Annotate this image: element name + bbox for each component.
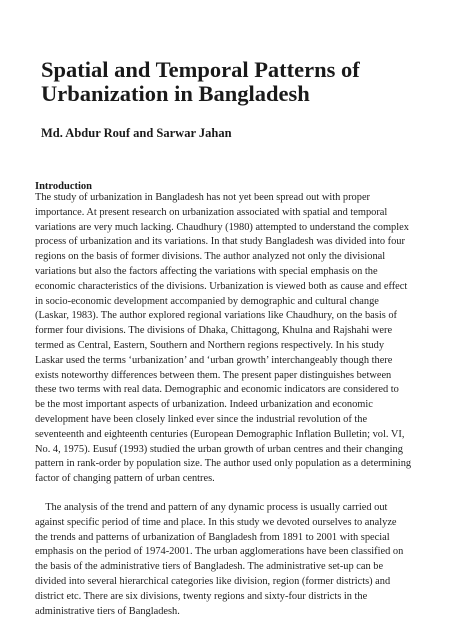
article-title <box>41 58 441 106</box>
introduction-paragraph-2 <box>35 501 441 619</box>
text-line: exists noteworthy differences between them. The present paper distinguishes between <box>35 369 392 381</box>
text-line: the trends and patterns of urbanization of Bangladesh from 1891 to 2001 with special <box>35 531 390 543</box>
text-line: seventeenth and eighteenth centuries (European Demographic Inflation Bulletin; vol. VI, <box>35 428 405 440</box>
text-line: development have been closely linked ever since the industrial revolution of the <box>35 413 368 425</box>
text-line: regions on the basis of former divisions. The author analyzed not only the divisional <box>35 251 386 263</box>
article-title-line: Spatial and Temporal Patterns of <box>41 57 360 82</box>
text-line: The analysis of the trend and pattern of any dynamic process is usually carried out <box>35 502 388 513</box>
text-line: (Laskar, 1983). The author explored regional variations like Chaudhury, on the basis of <box>35 310 398 322</box>
text-line: The study of urbanization in Bangladesh has not yet been spread out with proper <box>35 192 371 203</box>
text-line: administrative tiers of Bangladesh. <box>35 605 180 617</box>
text-line: economic characteristics of the divisions. Urbanization is viewed both as cause and effect <box>35 280 408 292</box>
text-line: importance. At present research on urbanization associated with spatial and temporal <box>35 206 388 218</box>
text-line: against specific period of time and place. In this study we devoted ourselves to analyze <box>35 516 397 528</box>
text-line: process of urbanization and its variations. In that study Bangladesh was divided into four <box>35 236 405 248</box>
text-line: termed as Central, Eastern, Southern and Northern regions respectively. In his study <box>35 339 385 351</box>
section-heading-introduction: Introduction <box>35 181 92 192</box>
introduction-paragraph-1 <box>35 191 441 487</box>
article-title-line: Urbanization in Bangladesh <box>41 81 310 106</box>
text-line: variations but also the factors affecting the variations with special emphasis on the <box>35 265 378 277</box>
text-line: No. 4, 1975). Eusuf (1993) studied the urban growth of urban centres and their changing <box>35 443 403 455</box>
article-authors: Md. Abdur Rouf and Sarwar Jahan <box>41 126 232 140</box>
text-line: these two terms with real data. Demographic and economic indicators are considered to <box>35 384 399 396</box>
text-line: emphasis on the period of 1974-2001. The urban agglomerations have been classified on <box>35 546 404 558</box>
text-line: pattern in rank-order by population size. The author used only population as a determining <box>35 458 412 470</box>
text-line: factor of changing pattern of urban centres. <box>35 473 215 485</box>
text-line: district etc. There are six divisions, twenty regions and sixty-four districts in the <box>35 590 368 602</box>
text-line: Laskar used the terms ‘urbanization’ and ‘urban growth’ interchangeably though there <box>35 354 393 366</box>
text-line: in socio-economic development accompanied by demographic and cultural change <box>35 295 379 307</box>
text-line: divided into several hierarchical categories like division, region (former districts) and <box>35 575 391 587</box>
text-line: variations are very much lacking. Chaudhury (1980) attempted to understand the complex <box>35 221 409 233</box>
text-line: the basis of the administrative tiers of Bangladesh. The administrative set-up can be <box>35 561 384 573</box>
text-line: former four divisions. The divisions of Dhaka, Chittagong, Khulna and Rajshahi were <box>35 325 393 337</box>
text-line: be the most important aspects of urbanization. Indeed urbanization and economic <box>35 399 373 411</box>
